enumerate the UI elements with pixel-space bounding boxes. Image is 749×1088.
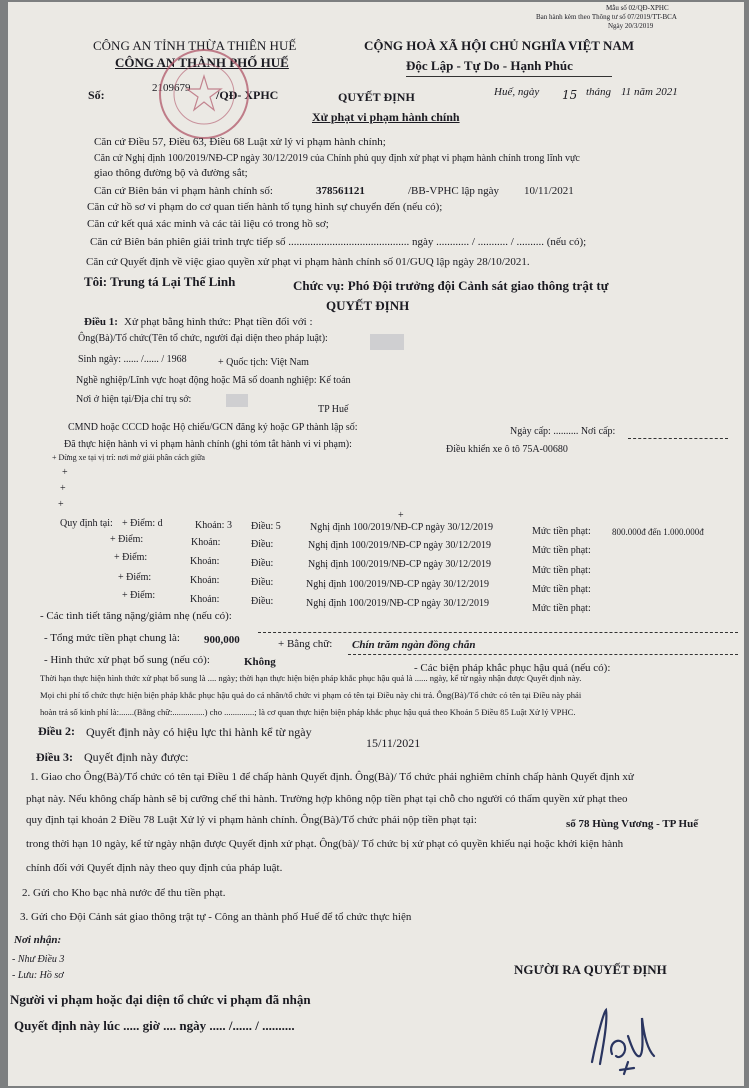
person-label: Ông(Bà)/Tổ chức(Tên tổ chức, người đại diện theo pháp luật): — [78, 333, 328, 344]
article1-heading: Điều 1: — [84, 316, 118, 328]
reg1-fine-label: Mức tiền phạt: — [532, 526, 591, 537]
reg2-khoan: Khoản: — [191, 537, 221, 548]
nationality: + Quốc tịch: Việt Nam — [218, 357, 309, 368]
reg5-dieu: Điều: — [251, 596, 274, 607]
circumstances-line — [258, 632, 738, 633]
total-words-label: + Bằng chữ: — [278, 638, 333, 650]
officer-position: Chức vụ: Phó Đội trưởng đội Cảnh sát giao thông trật tự — [293, 278, 609, 293]
decision-heading: QUYẾT ĐỊNH — [326, 298, 410, 313]
date-day: 15 — [562, 88, 578, 102]
recipients-label: Nơi nhận: — [14, 934, 62, 946]
total-words: Chín trăm ngàn đồng chẵn — [352, 639, 476, 651]
reg4-law: Nghị định 100/2019/NĐ-CP ngày 30/12/2019 — [306, 579, 489, 590]
regulations-label: Quy định tại: — [60, 518, 113, 529]
article3-text: Quyết định này được: — [84, 750, 189, 764]
number-label: Số: — [88, 88, 105, 102]
reg2-dieu: Điều: — [251, 539, 274, 550]
reg1-dieu: Điều: 5 — [251, 521, 281, 532]
plus-4: + — [398, 510, 404, 521]
acknowledge-line2: Quyết định này lúc ..... giờ .... ngày ..... /...... / .......... — [14, 1018, 295, 1033]
reg5-diem: + Điểm: — [122, 590, 156, 601]
reg5-fine-label: Mức tiền phạt: — [532, 603, 591, 614]
ground-6: Căn cứ kết quả xác minh và các tài liệu có trong hồ sơ; — [87, 218, 329, 230]
reg3-dieu: Điều: — [251, 558, 274, 569]
article2-heading: Điều 2: — [38, 724, 75, 738]
birth-date: Sinh ngày: ...... /...... / 1968 — [78, 354, 187, 365]
article3-item-1: 1. Giao cho Ông(Bà)/Tổ chức có tên tại Điều 1 để chấp hành Quyết định. Ông(Bà)/ Tổ chức phải nghiêm chỉnh chấp hành Quyết định xử — [30, 771, 634, 783]
report-date: 10/11/2021 — [524, 185, 574, 197]
reg1-fine: 800.000đ đến 1.000.000đ — [612, 527, 704, 537]
acknowledge-line1: Người vi phạm hoặc đại diện tổ chức vi phạm đã nhận — [10, 992, 311, 1007]
reg2-fine-label: Mức tiền phạt: — [532, 545, 591, 556]
title-main: QUYẾT ĐỊNH — [338, 90, 415, 104]
article1-text: Xử phạt bằng hình thức: Phạt tiền đối với : — [124, 316, 313, 328]
plus-3: + — [58, 499, 64, 510]
report-number: 378561121 — [316, 185, 365, 197]
recipient-2: - Lưu: Hồ sơ — [12, 970, 64, 981]
signature — [584, 1002, 684, 1082]
ground-7: Căn cứ Biên bản phiên giải trình trực tiếp số ............................................ ngày ............ / ........... / .......... (nếu có); — [90, 236, 587, 248]
reg3-law: Nghị định 100/2019/NĐ-CP ngày 30/12/2019 — [308, 559, 491, 570]
official-stamp — [146, 44, 266, 144]
title-sub: Xử phạt vi phạm hành chính — [312, 110, 460, 124]
reg2-law: Nghị định 100/2019/NĐ-CP ngày 30/12/2019 — [308, 540, 491, 551]
note-2: Mọi chi phí tổ chức thực hiện biện pháp khắc phục hậu quả do cá nhân/tổ chức vi phạm có tên tại Điều này chi trả. Ông(Bà)/Tổ chức có tên tại Điều này phải — [40, 690, 582, 700]
note-1: Thời hạn thực hiện hình thức xử phạt bổ sung là .... ngày; thời hạn thực hiện biện pháp khắc phục hậu quả là ...... ngày, kể từ ngày nhận được Quyết định này. — [40, 673, 582, 683]
agency-name: CÔNG AN THÀNH PHỐ HUẾ — [115, 55, 289, 70]
recipient-1: - Như Điều 3 — [12, 954, 65, 965]
violation-detail: + Dừng xe tại vị trí: nơi mở giải phân cách giữa — [52, 453, 205, 462]
additional-value: Không — [244, 656, 276, 668]
article3-item-2: phạt này. Nếu không chấp hành sẽ bị cưỡng chế thi hành. Trường hợp không nộp tiền phạt tại chỗ cho người có thẩm quyền xử phạt theo — [26, 793, 628, 805]
article3-heading: Điều 3: — [36, 750, 73, 764]
form-ref-line2: Ban hành kèm theo Thông tư số 07/2019/TT-BCA — [536, 13, 677, 21]
article3-item-7: 3. Gửi cho Đội Cảnh sát giao thông trật tự - Công an thành phố Huế để tổ chức thực hiện — [20, 911, 412, 923]
address-value: TP Huế — [318, 404, 349, 415]
reg4-diem: + Điểm: — [118, 572, 152, 583]
additional-label: - Hình thức xử phạt bổ sung (nếu có): — [44, 654, 210, 666]
article3-item-4: trong thời hạn 10 ngày, kể từ ngày nhận được Quyết định xử phạt. Ông(bà)/ Tổ chức bị xử phạt có quyền khiếu nại hoặc khởi kiện hành — [26, 838, 624, 850]
ground-4: Căn cứ Biên bản vi phạm hành chính số: — [94, 185, 273, 197]
id-label: CMND hoặc CCCD hoặc Hộ chiếu/GCN đăng ký hoặc GP thành lập số: — [68, 422, 358, 433]
issue-place-line — [628, 438, 728, 439]
ground-1: Căn cứ Điều 57, Điều 63, Điều 68 Luật xử lý vi phạm hành chính; — [94, 136, 386, 148]
plus-2: + — [60, 483, 66, 494]
note-3: hoàn trả số kinh phí là:.......(Bằng chữ:...............) cho ..............; là cơ quan thực hiện biện pháp khắc phục hậu quả theo Khoản 5 Điều 85 Luật Xử lý VPHC. — [40, 707, 576, 717]
total-words-line — [348, 654, 738, 655]
officer-name: Tôi: Trung tá Lại Thế Linh — [84, 274, 236, 289]
motto-underline — [406, 76, 612, 77]
reg4-khoan: Khoản: — [190, 575, 220, 586]
reg1-law: Nghị định 100/2019/NĐ-CP ngày 30/12/2019 — [310, 522, 493, 533]
number-value: 2109679 — [152, 82, 191, 94]
form-ref-line1: Mẫu số 02/QĐ-XPHC — [606, 4, 669, 12]
issue-date: Ngày cấp: .......... Nơi cấp: — [510, 426, 616, 437]
occupation: Nghề nghiệp/Lĩnh vực hoạt động hoặc Mã số doanh nghiệp: Kế toán — [76, 375, 351, 386]
circumstances: - Các tình tiết tăng nặng/giảm nhẹ (nếu có): — [40, 610, 232, 622]
agency-parent: CÔNG AN TỈNH THỪA THIÊN HUẾ — [93, 38, 297, 53]
reg3-fine-label: Mức tiền phạt: — [532, 565, 591, 576]
reg4-dieu: Điều: — [251, 577, 274, 588]
article2-text: Quyết định này có hiệu lực thi hành kể từ ngày — [86, 725, 312, 739]
ground-2: Căn cứ Nghị định 100/2019/NĐ-CP ngày 30/12/2019 của Chính phủ quy định xử phạt vi phạm hành chính trong lĩnh vực — [94, 153, 580, 164]
article2-date: 15/11/2021 — [366, 736, 421, 750]
total-amount: 900,000 — [204, 634, 240, 646]
reg5-law: Nghị định 100/2019/NĐ-CP ngày 30/12/2019 — [306, 598, 489, 609]
date-place: Huế, ngày — [494, 86, 540, 98]
reg3-khoan: Khoản: — [190, 556, 220, 567]
address-label: Nơi ở hiện tại/Địa chỉ trụ sở: — [76, 394, 192, 405]
ground-8: Căn cứ Quyết định về việc giao quyền xử phạt vi phạm hành chính số 01/GUQ lập ngày 28/10/2021. — [86, 256, 530, 268]
date-month: 11 — [621, 86, 632, 98]
reg1-khoan: Khoản: 3 — [195, 520, 232, 531]
motto: Độc Lập - Tự Do - Hạnh Phúc — [406, 58, 573, 73]
reg2-diem: + Điểm: — [110, 534, 144, 545]
article3-item-5: chính đối với Quyết định này theo quy định của pháp luật. — [26, 862, 283, 874]
decision-document — [8, 2, 744, 1086]
article3-item-6: 2. Gửi cho Kho bạc nhà nước để thu tiền phạt. — [22, 887, 226, 899]
remedy-label: - Các biện pháp khắc phục hậu quả (nếu có): — [414, 662, 611, 674]
date-year: năm 2021 — [634, 86, 678, 98]
violation-value: Điều khiển xe ô tô 75A-00680 — [446, 444, 568, 455]
ground-5: Căn cứ hồ sơ vi phạm do cơ quan tiến hành tố tụng hình sự chuyển đến (nếu có); — [87, 201, 443, 213]
signer-title: NGƯỜI RA QUYẾT ĐỊNH — [514, 962, 667, 977]
ground-3: giao thông đường bộ và đường sắt; — [94, 167, 248, 179]
total-label: - Tổng mức tiền phạt chung là: — [44, 632, 180, 644]
article3-item-3: quy định tại khoản 2 Điều 78 Luật Xử lý vi phạm hành chính. Ông(Bà)/Tổ chức phải nộp tiền phạt tại: — [26, 814, 477, 826]
number-suffix: /QĐ- XPHC — [216, 88, 279, 102]
redacted-address — [226, 394, 248, 407]
date-month-label: tháng — [586, 86, 612, 98]
reg1-diem: + Điểm: d — [122, 518, 163, 529]
payment-place: số 78 Hùng Vương - TP Huế — [566, 818, 699, 830]
violation-label: Đã thực hiện hành vi vi phạm hành chính (ghi tóm tắt hành vi vi phạm): — [64, 439, 352, 450]
form-ref-line3: Ngày 20/3/2019 — [608, 22, 654, 30]
plus-1: + — [62, 467, 68, 478]
report-suffix: /BB-VPHC lập ngày — [408, 185, 500, 197]
reg4-fine-label: Mức tiền phạt: — [532, 584, 591, 595]
reg3-diem: + Điểm: — [114, 552, 148, 563]
country-name: CỘNG HOÀ XÃ HỘI CHỦ NGHĨA VIỆT NAM — [364, 38, 635, 53]
reg5-khoan: Khoản: — [190, 594, 220, 605]
redacted-name — [370, 334, 404, 350]
